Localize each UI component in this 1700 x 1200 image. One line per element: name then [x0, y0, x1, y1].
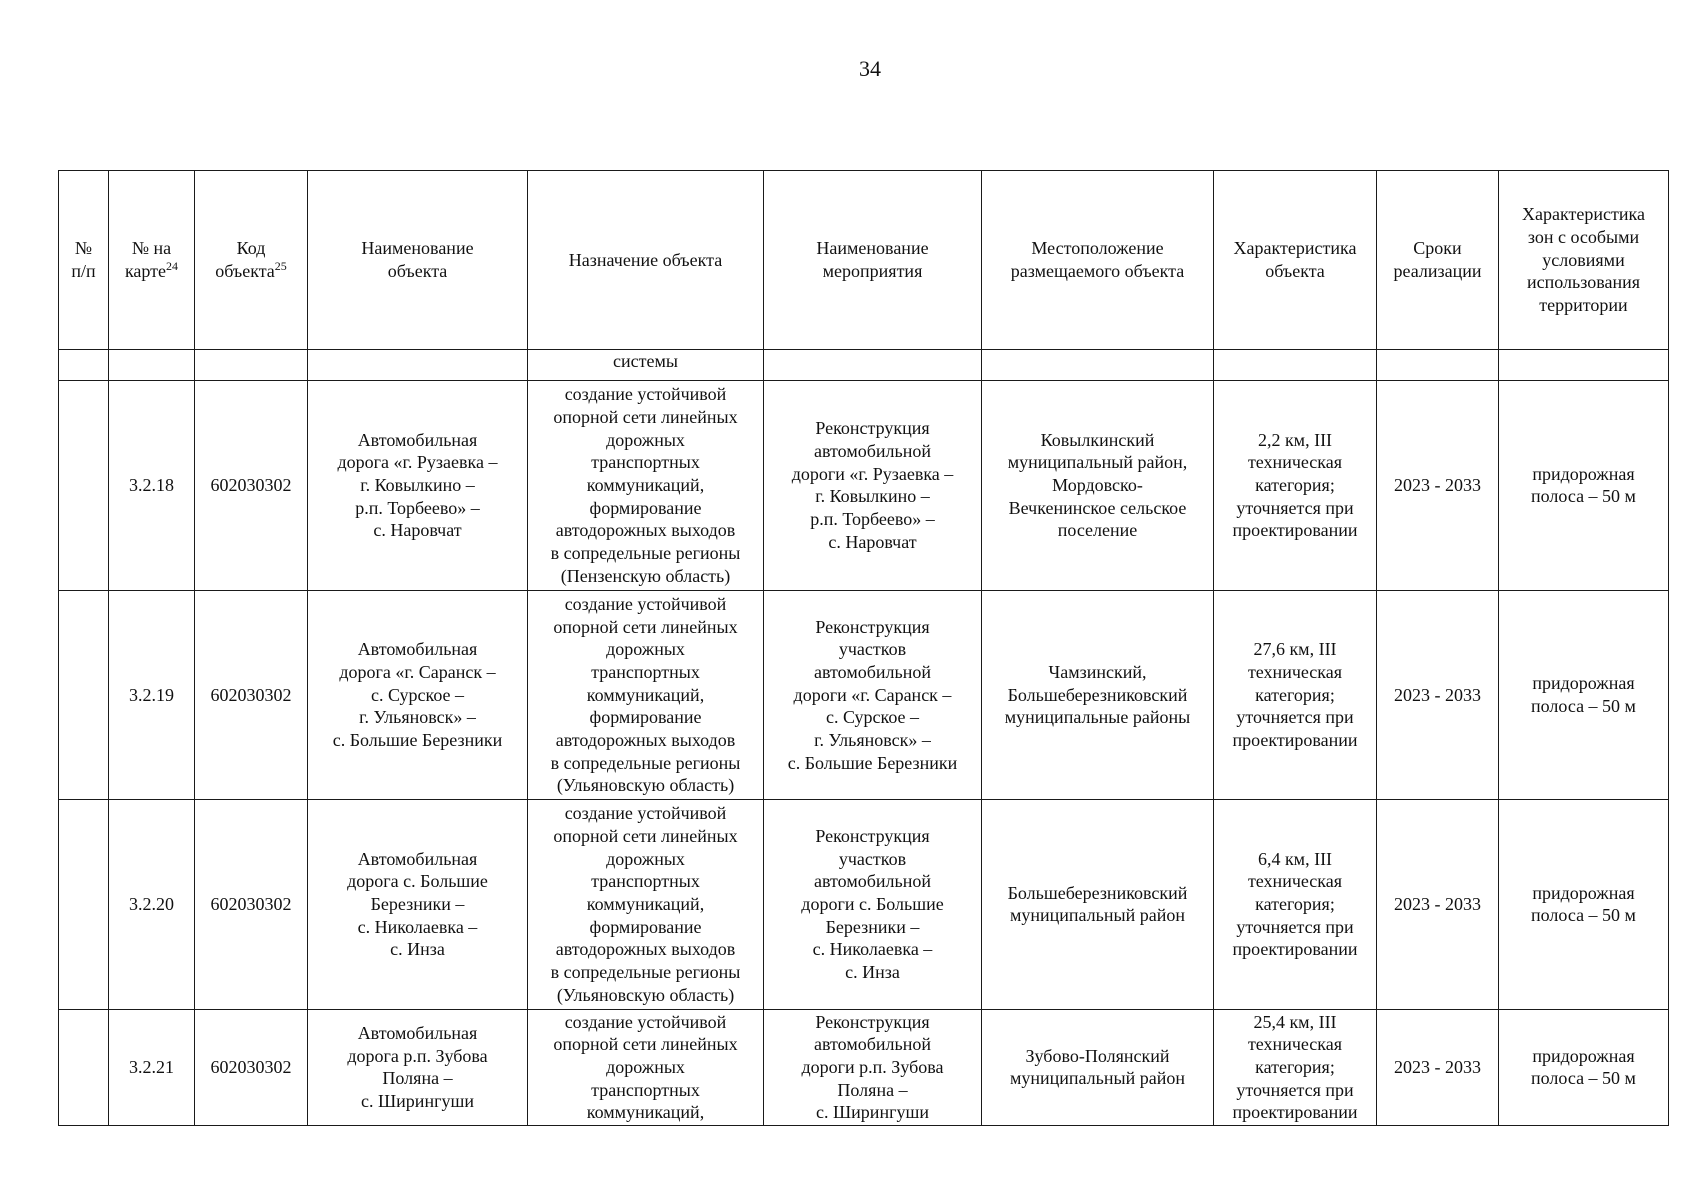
cell-map-no: 3.2.21	[109, 1009, 195, 1125]
cell-period: 2023 - 2033	[1377, 1009, 1499, 1125]
page-number: 34	[859, 56, 881, 81]
cell-map-no: 3.2.20	[109, 800, 195, 1010]
header-map-no: № на карте$^{24}$	[109, 171, 195, 350]
footnote-24: 24	[166, 259, 179, 273]
cell-characteristic: 25,4 км, III техническая категория; уточняется при проектировании	[1214, 1009, 1377, 1125]
cell-period: 2023 - 2033	[1377, 381, 1499, 591]
cell-period: 2023 - 2033	[1377, 590, 1499, 800]
cell-name: Автомобильная дорога с. Большие Березники – с. Николаевка – с. Инза	[308, 800, 528, 1010]
cell-num	[59, 590, 109, 800]
cell-measure: Реконструкция участков автомобильной дороги «г. Саранск – с. Сурское – г. Ульяновск» – с. Большие Березники	[764, 590, 982, 800]
cell-map-no: 3.2.19	[109, 590, 195, 800]
cell-characteristic: 2,2 км, III техническая категория; уточняется при проектировании	[1214, 381, 1377, 591]
cell-measure: Реконструкция участков автомобильной дороги с. Большие Березники – с. Николаевка – с. Инза	[764, 800, 982, 1010]
header-name: Наименование объекта	[308, 171, 528, 350]
cell-purpose: создание устойчивой опорной сети линейных дорожных транспортных коммуникаций, формирование автодорожных выходов в сопредельные регионы (Пензенскую область)	[528, 381, 764, 591]
cell-characteristic: 27,6 км, III техническая категория; уточняется при проектировании	[1214, 590, 1377, 800]
cell-purpose: создание устойчивой опорной сети линейных дорожных транспортных коммуникаций, формирование автодорожных выходов в сопредельные регионы (Ульяновскую область)	[528, 800, 764, 1010]
header-zones: Характеристика зон с особыми условиями использования территории	[1499, 171, 1669, 350]
table-header-row	[59, 171, 1669, 350]
cell-period: 2023 - 2033	[1377, 800, 1499, 1010]
header-location: Местоположение размещаемого объекта	[982, 171, 1214, 350]
cell-measure: Реконструкция автомобильной дороги р.п. Зубова Поляна – с. Ширингуши	[764, 1009, 982, 1125]
objects-table	[58, 170, 1669, 1126]
cell-purpose: создание устойчивой опорной сети линейных дорожных транспортных коммуникаций, формирование автодорожных выходов в сопредельные регионы (Ульяновскую область)	[528, 590, 764, 800]
cell-location: Ковылкинский муниципальный район, Мордовско- Вечкенинское сельское поселение	[982, 381, 1214, 591]
section-continuation-row	[59, 350, 1669, 381]
table-row	[59, 1009, 1669, 1125]
cell-location: Зубово-Полянский муниципальный район	[982, 1009, 1214, 1125]
cell-location: Большеберезниковский муниципальный район	[982, 800, 1214, 1010]
cell-zones: придорожная полоса – 50 м	[1499, 381, 1669, 591]
cell-num	[59, 800, 109, 1010]
header-code: Код объекта$^{25}$	[195, 171, 308, 350]
cell-location: Чамзинский, Большеберезниковский муниципальные районы	[982, 590, 1214, 800]
table-row	[59, 590, 1669, 800]
cell-code: 602030302	[195, 590, 308, 800]
header-measure: Наименование мероприятия	[764, 171, 982, 350]
header-period: Сроки реализации	[1377, 171, 1499, 350]
cell-zones: придорожная полоса – 50 м	[1499, 1009, 1669, 1125]
cell-measure: Реконструкция автомобильной дороги «г. Рузаевка – г. Ковылкино – р.п. Торбеево» – с. Наровчат	[764, 381, 982, 591]
cell-map-no: 3.2.18	[109, 381, 195, 591]
table-row	[59, 381, 1669, 591]
cell-name: Автомобильная дорога «г. Рузаевка – г. Ковылкино – р.п. Торбеево» – с. Наровчат	[308, 381, 528, 591]
cell-zones: придорожная полоса – 50 м	[1499, 590, 1669, 800]
cell-code: 602030302	[195, 381, 308, 591]
cell-purpose: создание устойчивой опорной сети линейных дорожных транспортных коммуникаций,	[528, 1009, 764, 1125]
section-continuation-text: системы	[528, 350, 764, 381]
cell-name: Автомобильная дорога р.п. Зубова Поляна – с. Ширингуши	[308, 1009, 528, 1125]
table-row	[59, 800, 1669, 1010]
header-characteristic: Характеристика объекта	[1214, 171, 1377, 350]
header-purpose: Назначение объекта	[528, 171, 764, 350]
cell-name: Автомобильная дорога «г. Саранск – с. Сурское – г. Ульяновск» – с. Большие Березники	[308, 590, 528, 800]
header-num: № п/п	[59, 171, 109, 350]
cell-code: 602030302	[195, 800, 308, 1010]
cell-num	[59, 381, 109, 591]
footnote-25: 25	[274, 259, 287, 273]
cell-num	[59, 1009, 109, 1125]
cell-characteristic: 6,4 км, III техническая категория; уточняется при проектировании	[1214, 800, 1377, 1010]
cell-code: 602030302	[195, 1009, 308, 1125]
cell-zones: придорожная полоса – 50 м	[1499, 800, 1669, 1010]
